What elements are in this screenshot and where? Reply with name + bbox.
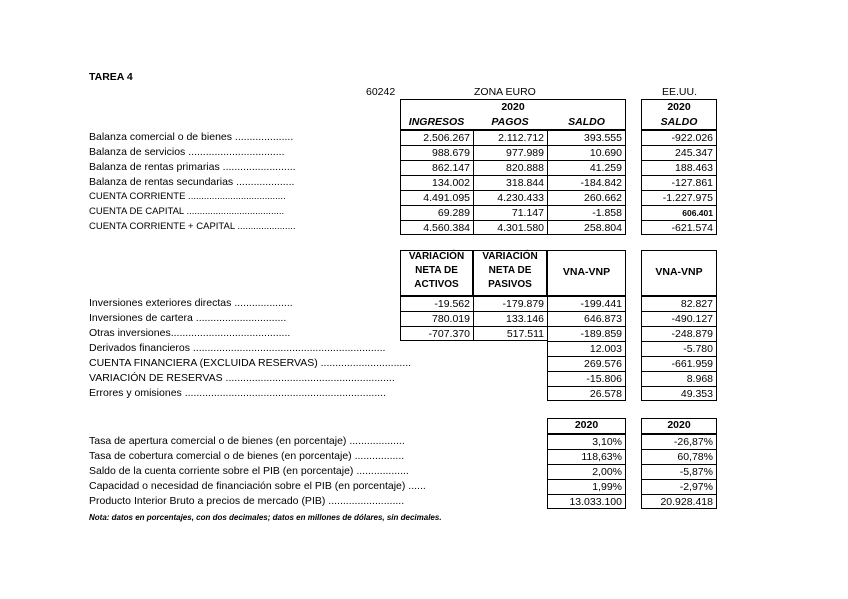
cell-ingresos: 134.002 [400,175,474,190]
cell-pagos: 4.301.580 [473,220,548,235]
row-label: Capacidad o necesidad de financiación sobre el PIB (en porcentaje) ...... [89,480,426,492]
year-ez: 2020 [501,101,525,113]
cell-vna: -189.859 [547,326,626,341]
cell-saldo: 393.555 [547,130,626,145]
row-label: Balanza de rentas secundarias .................... [89,176,295,188]
vna-header: VNA-VNP [562,266,611,278]
col-saldo: SALDO [568,116,605,128]
cell-vna: -199.441 [547,296,626,311]
col-saldo-us: SALDO [660,116,698,128]
row-label: CUENTA FINANCIERA (EXCLUIDA RESERVAS) ............................... [89,357,412,369]
pasivos-h3: PASIVOS [488,279,532,290]
cell-saldo-us: 245.347 [641,145,717,160]
row-label: Saldo de la cuenta corriente sobre el PIB (en porcentaje) .................. [89,465,409,477]
cell-ez: 3,10% [547,434,626,449]
row-label: CUENTA CORRIENTE ..................................... [89,191,286,202]
cell-pagos: 71.147 [473,205,548,220]
row-label: Tasa de cobertura comercial o de bienes (en porcentaje) ................. [89,450,405,462]
activos-header [400,250,473,292]
cell-saldo: 10.690 [547,145,626,160]
cell-pagos: 4.230.433 [473,190,548,205]
vna-us-header: VNA-VNP [655,266,703,278]
activos-h2: NETA DE [415,265,458,276]
row-label: VARIACIÓN DE RESERVAS .......................................................... [89,372,395,384]
cell-saldo-us: 606.401 [641,205,717,220]
col-pagos: PAGOS [491,116,529,128]
cell-ez: 118,63% [547,449,626,464]
cell-ez: 2,00% [547,464,626,479]
row-label: Balanza comercial o de bienes .................... [89,131,294,143]
cell-vna: 646.873 [547,311,626,326]
cell-us: -26,87% [641,434,717,449]
cell-saldo: 41.259 [547,160,626,175]
task-title: TAREA 4 [89,71,133,83]
col-ingresos: INGRESOS [408,116,465,128]
row-label: Balanza de servicios ................................. [89,146,285,158]
cell-saldo-us: -127.861 [641,175,717,190]
row-label: Derivados financieros .................................................................. [89,342,386,354]
cell-us: 60,78% [641,449,717,464]
cell-us: -2,97% [641,479,717,494]
cell-saldo: -184.842 [547,175,626,190]
row-label: CUENTA DE CAPITAL ..................................... [89,206,285,217]
cell-saldo: 260.662 [547,190,626,205]
cell-saldo-us: 188.463 [641,160,717,175]
cell-pasivos: 133.146 [473,311,548,326]
code-label: 60242 [366,86,396,98]
eeuu-label: EE.UU. [662,86,698,98]
cell-vna: -15.806 [547,371,626,386]
cell-saldo-us: -1.227.975 [641,190,717,205]
cell-activos: 780.019 [400,311,474,326]
cell-vna: 12.003 [547,341,626,356]
cell-saldo-us: -922.026 [641,130,717,145]
row-label: Balanza de rentas primarias ......................... [89,161,296,173]
sec3-year-us: 2020 [667,419,691,431]
pasivos-h1: VARIACIÓN [482,251,538,262]
row-label: Otras inversiones......................................... [89,327,291,339]
cell-ingresos: 4.491.095 [400,190,474,205]
cell-vna-us: 8.968 [641,371,717,386]
cell-us: 20.928.418 [641,494,717,509]
cell-vna-us: -5.780 [641,341,717,356]
row-label: Inversiones de cartera ............................... [89,312,287,324]
cell-vna-us: -248.879 [641,326,717,341]
cell-vna-us: 82.827 [641,296,717,311]
year-us: 2020 [667,101,691,113]
row-label: Producto Interior Bruto a precios de mercado (PIB) .......................... [89,495,405,507]
activos-h1: VARIACIÓN [408,251,465,262]
cell-pasivos: 517.511 [473,326,548,341]
cell-us: -5,87% [641,464,717,479]
pasivos-h2: NETA DE [488,265,532,276]
cell-saldo-us: -621.574 [641,220,717,235]
row-label: Tasa de apertura comercial o de bienes (en porcentaje) ................... [89,435,405,447]
cell-vna: 26.578 [547,386,626,401]
cell-ingresos: 862.147 [400,160,474,175]
cell-pagos: 318.844 [473,175,548,190]
activos-h3: ACTIVOS [414,279,459,290]
cell-saldo: -1.858 [547,205,626,220]
cell-vna-us: -661.959 [641,356,717,371]
cell-activos: -707.370 [400,326,474,341]
cell-pagos: 820.888 [473,160,548,175]
cell-ez: 1,99% [547,479,626,494]
row-label: CUENTA CORRIENTE + CAPITAL ...................... [89,221,296,232]
cell-ingresos: 988.679 [400,145,474,160]
cell-pagos: 977.989 [473,145,548,160]
sec3-year: 2020 [574,419,599,431]
zona-euro-label: ZONA EURO [474,86,536,98]
cell-ingresos: 2.506.267 [400,130,474,145]
row-label: Errores y omisiones ..................................................................... [89,387,386,399]
cell-ingresos: 4.560.384 [400,220,474,235]
cell-vna-us: -490.127 [641,311,717,326]
cell-vna: 269.576 [547,356,626,371]
footnote: Nota: datos en porcentajes, con dos decimales; datos en millones de dólares, sin decimales. [89,513,442,522]
cell-activos: -19.562 [400,296,474,311]
row-label: Inversiones exteriores directas .................... [89,297,293,309]
pasivos-header [473,250,547,292]
cell-ingresos: 69.289 [400,205,474,220]
cell-pasivos: -179.879 [473,296,548,311]
cell-pagos: 2.112.712 [473,130,548,145]
cell-ez: 13.033.100 [547,494,626,509]
cell-vna-us: 49.353 [641,386,717,401]
cell-saldo: 258.804 [547,220,626,235]
